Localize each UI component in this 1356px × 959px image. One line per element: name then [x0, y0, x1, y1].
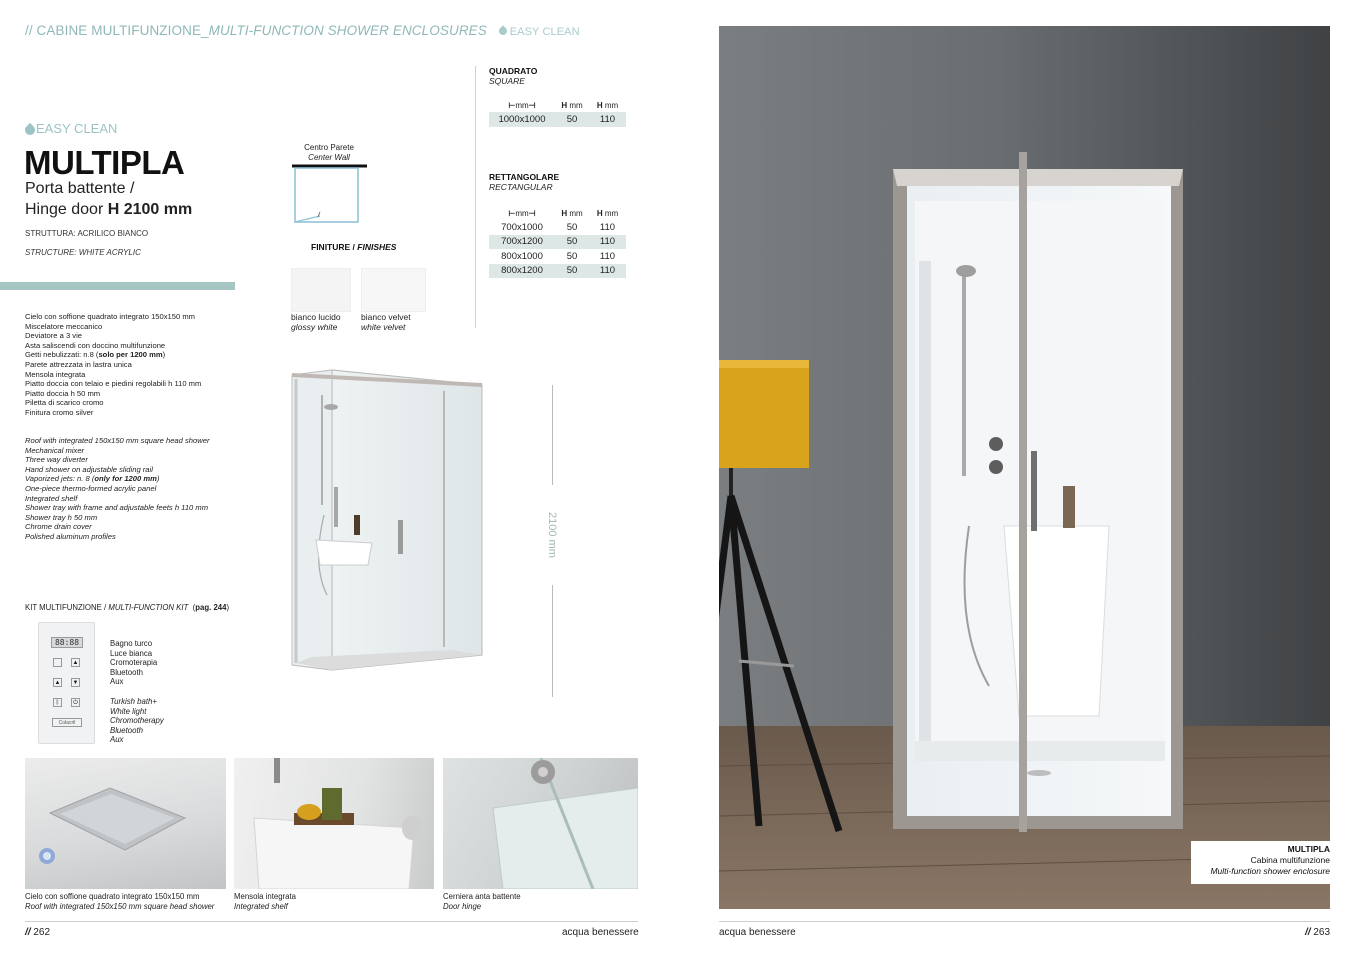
- square-table-title: QUADRATO: [489, 66, 538, 76]
- tray-height-cell: 50: [555, 112, 589, 127]
- shelf-image: [234, 758, 434, 889]
- tray-height-cell: 50: [566, 250, 578, 262]
- chevron-up-icon: ▲: [54, 680, 61, 686]
- kit-item: White light: [110, 706, 147, 716]
- width-arrow-icon: ⊢: [508, 100, 516, 110]
- finish-name-it: bianco velvet: [361, 312, 411, 322]
- kit-label-it: KIT MULTIFUNZIONE /: [25, 603, 109, 612]
- feature-item: Shower tray with frame and adjustable feets h 110 mm: [25, 503, 209, 513]
- kit-item: Bagno turco: [110, 639, 153, 648]
- table-header-row: [489, 98, 626, 112]
- width-arrow-icon: ⊢: [508, 208, 516, 218]
- finish-name-en: white velvet: [361, 322, 406, 332]
- kit-item: Aux: [110, 735, 124, 745]
- footer-rule-right: [719, 921, 1330, 922]
- feature-item: Chrome drain cover: [25, 522, 92, 532]
- product-photo: [719, 26, 1330, 909]
- kit-label: KIT MULTIFUNZIONE / MULTI-FUNCTION KIT (pag. 244): [25, 603, 230, 612]
- width-column-header: [489, 206, 555, 220]
- table-row: [489, 220, 626, 235]
- kit-item: Chromotherapy: [110, 716, 164, 726]
- product-subtitle: [25, 178, 192, 220]
- feature-item: Miscelatore meccanico: [25, 321, 103, 331]
- finish-label-velvet: [361, 312, 411, 332]
- detail-photo-shelf: [234, 758, 434, 889]
- height-h: H: [561, 100, 568, 110]
- frame-height-cell: 110: [589, 264, 626, 279]
- feature-text: Getti nebulizzati: n.8 (: [25, 350, 99, 360]
- height-h: H: [596, 100, 603, 110]
- table-header-row: [489, 206, 626, 220]
- table-row: [489, 249, 626, 264]
- feature-item: Hand shower on adjustable sliding rail: [25, 464, 153, 474]
- kit-item: Aux: [110, 677, 124, 687]
- shower-enclosure-illustration: [282, 365, 492, 705]
- door-type-en: Hinge door: [25, 201, 108, 218]
- tray-height-cell: 50: [555, 235, 589, 250]
- height-unit: mm: [567, 100, 583, 110]
- table-row: [489, 112, 626, 127]
- height-unit: mm: [567, 208, 583, 218]
- water-drop-icon: [25, 122, 34, 134]
- header-easy-clean: [499, 26, 580, 38]
- feature-item: Piletta di scarico cromo: [25, 398, 104, 408]
- section-title-it: // CABINE MULTIFUNZIONE_: [25, 23, 209, 38]
- detail-caption-1: [25, 892, 214, 911]
- feature-item: [25, 350, 201, 360]
- panel-button-icon: [53, 658, 62, 667]
- caption-en: Roof with integrated 150x150 mm square head shower: [25, 901, 215, 911]
- footer-brand-right: acqua benessere: [719, 927, 796, 938]
- column-divider: [475, 66, 476, 328]
- caption-en: Integrated shelf: [234, 901, 288, 911]
- door-type-en-line: [25, 199, 192, 220]
- width-column-header: [489, 98, 555, 112]
- kit-features-it: [110, 639, 157, 687]
- feature-item: Mensola integrata: [25, 369, 86, 379]
- feature-text: Vaporized jets: n. 8 (: [25, 474, 95, 484]
- photo-caption-en: Multi-function shower enclosure: [1210, 866, 1330, 876]
- tray-height-cell: 50: [566, 221, 578, 233]
- photo-caption-it: Cabina multifunzione: [1250, 855, 1330, 865]
- kit-page-ref: pag. 244: [195, 603, 227, 612]
- page-number: 263: [1310, 927, 1331, 938]
- size-cell: 1000x1000: [489, 112, 555, 127]
- size-cell: 700x1000: [501, 221, 543, 233]
- rectangular-dimensions-table: [489, 206, 626, 278]
- kit-features-en: [110, 697, 164, 745]
- feature-item: Three way diverter: [25, 455, 88, 465]
- feature-item: Finitura cromo silver: [25, 407, 94, 417]
- chevron-down-icon: ▼: [72, 680, 79, 686]
- caption-it: Cerniera anta battente: [443, 892, 521, 901]
- features-list-it: [25, 312, 201, 418]
- width-arrow-icon: ⊣: [528, 208, 536, 218]
- section-title-en: MULTI-FUNCTION SHOWER ENCLOSURES: [208, 23, 487, 38]
- easy-clean-label: EASY CLEAN: [36, 121, 118, 136]
- height-column-header: [589, 98, 626, 112]
- frame-height-cell: 110: [589, 112, 626, 127]
- footer-rule-left: [25, 921, 638, 922]
- table-row: [489, 235, 626, 250]
- hinge-image: [443, 758, 638, 889]
- width-unit: mm: [515, 100, 529, 110]
- page-number-left: [25, 927, 50, 938]
- feature-paren: ): [156, 474, 160, 484]
- panel-brand-button: Colacril: [52, 718, 82, 727]
- caption-it: Mensola integrata: [234, 892, 296, 901]
- size-cell: 700x1200: [489, 235, 555, 250]
- height-h: H: [596, 208, 603, 218]
- size-cell: 800x1000: [501, 250, 543, 262]
- kit-item: Bluetooth: [110, 667, 143, 677]
- structure-en: STRUCTURE: WHITE ACRYLIC: [25, 248, 141, 257]
- finishes-label-it: FINITURE /: [311, 242, 358, 252]
- rectangular-table-title: RETTANGOLARE: [489, 172, 560, 182]
- shower-scene-image: [719, 26, 1330, 909]
- height-column-header: [555, 206, 589, 220]
- feature-item: Polished aluminum profiles: [25, 531, 116, 541]
- square-table-subtitle: SQUARE: [489, 76, 525, 86]
- wall-position-label: [295, 143, 363, 163]
- height-unit: mm: [602, 100, 619, 110]
- height-unit: mm: [602, 208, 619, 218]
- product-photo-caption: [1191, 841, 1330, 884]
- height-dimension-label: 2100 mm: [546, 512, 558, 558]
- panel-display: 88:88: [51, 637, 83, 648]
- door-height: H 2100 mm: [107, 201, 193, 218]
- square-dimensions-table: [489, 98, 626, 127]
- wall-diagram: [290, 162, 370, 226]
- control-panel-illustration: [38, 622, 95, 744]
- footer-brand-left: acqua benessere: [562, 927, 639, 938]
- kit-item: Luce bianca: [110, 648, 153, 658]
- detail-caption-2: [234, 892, 296, 911]
- tray-height-cell: 50: [555, 264, 589, 279]
- feature-item: Cielo con soffione quadrato integrato 150x150 mm: [25, 312, 195, 321]
- rectangular-table-block: [489, 172, 626, 278]
- feature-item: Mechanical mixer: [25, 445, 85, 455]
- wall-position-it: Centro Parete: [304, 143, 354, 152]
- page-number: 262: [30, 927, 51, 938]
- frame-height-cell: 110: [599, 250, 616, 262]
- head-shower-image: [25, 758, 226, 889]
- wall-position-en: Center Wall: [308, 153, 350, 162]
- feature-item: Asta saliscendi con doccino multifunzione: [25, 340, 166, 350]
- accent-bar: [0, 282, 235, 290]
- bluetooth-icon: ᛒ: [53, 698, 62, 707]
- width-arrow-icon: ⊣: [528, 100, 536, 110]
- finish-swatch-glossy-white: [291, 268, 351, 312]
- finish-name-en: glossy white: [291, 322, 338, 332]
- rectangular-table-subtitle: RECTANGULAR: [489, 182, 553, 192]
- chevron-up-icon: ▲: [72, 660, 79, 666]
- detail-caption-3: [443, 892, 521, 911]
- detail-photo-head-shower: [25, 758, 226, 889]
- kit-item: Turkish bath+: [110, 697, 157, 706]
- detail-photo-hinge: [443, 758, 638, 889]
- product-title: MULTIPLA: [24, 144, 185, 181]
- finishes-label-en: FINISHES: [357, 242, 397, 252]
- door-type-it: Porta battente /: [25, 180, 135, 197]
- page-slashes: //: [1305, 927, 1311, 938]
- feature-item: One-piece thermo-formed acrylic panel: [25, 483, 157, 493]
- square-table-block: [489, 66, 626, 127]
- structure-it: STRUTTURA: ACRILICO BIANCO: [25, 229, 149, 238]
- page-number-right: [1305, 927, 1330, 938]
- easy-clean-badge: [25, 121, 117, 136]
- kit-label-en: MULTI-FUNCTION KIT: [108, 603, 189, 612]
- feature-bold: solo per 1200 mm: [98, 350, 163, 360]
- power-icon: ⏻: [71, 698, 80, 707]
- feature-item: Roof with integrated 150x150 mm square head shower: [25, 436, 210, 445]
- kit-item: Bluetooth: [110, 725, 143, 735]
- features-list-en: [25, 436, 209, 542]
- feature-item: Piatto doccia con telaio e piedini regolabili h 110 mm: [25, 379, 202, 389]
- feature-item: Shower tray h 50 mm: [25, 512, 98, 522]
- caption-it: Cielo con soffione quadrato integrato 150x150 mm: [25, 892, 200, 901]
- feature-item: Parete attrezzata in lastra unica: [25, 359, 132, 369]
- finish-swatch-white-velvet: [361, 268, 426, 312]
- page-slashes: //: [25, 927, 31, 938]
- feature-item: Piatto doccia h 50 mm: [25, 388, 101, 398]
- height-column-header: [555, 98, 589, 112]
- size-cell: 800x1200: [489, 264, 555, 279]
- feature-item: Deviatore a 3 vie: [25, 331, 82, 341]
- width-unit: mm: [515, 208, 529, 218]
- feature-bold: only for 1200 mm: [94, 474, 157, 484]
- feature-paren: ): [162, 350, 166, 360]
- frame-height-cell: 110: [589, 235, 626, 250]
- kit-item: Cromoterapia: [110, 658, 158, 668]
- header-easy-clean-label: EASY CLEAN: [509, 26, 580, 38]
- finish-name-it: bianco lucido: [291, 312, 341, 322]
- height-h: H: [561, 208, 568, 218]
- feature-item: [25, 474, 209, 484]
- feature-item: Integrated shelf: [25, 493, 78, 503]
- photo-caption-title: MULTIPLA: [1287, 844, 1330, 854]
- height-column-header: [589, 206, 626, 220]
- table-row: [489, 264, 626, 279]
- caption-en: Door hinge: [443, 901, 482, 911]
- finishes-label: [311, 242, 396, 252]
- water-drop-icon: [499, 24, 508, 36]
- section-header: [25, 23, 580, 38]
- frame-height-cell: 110: [599, 221, 616, 233]
- finish-label-glossy: [291, 312, 341, 332]
